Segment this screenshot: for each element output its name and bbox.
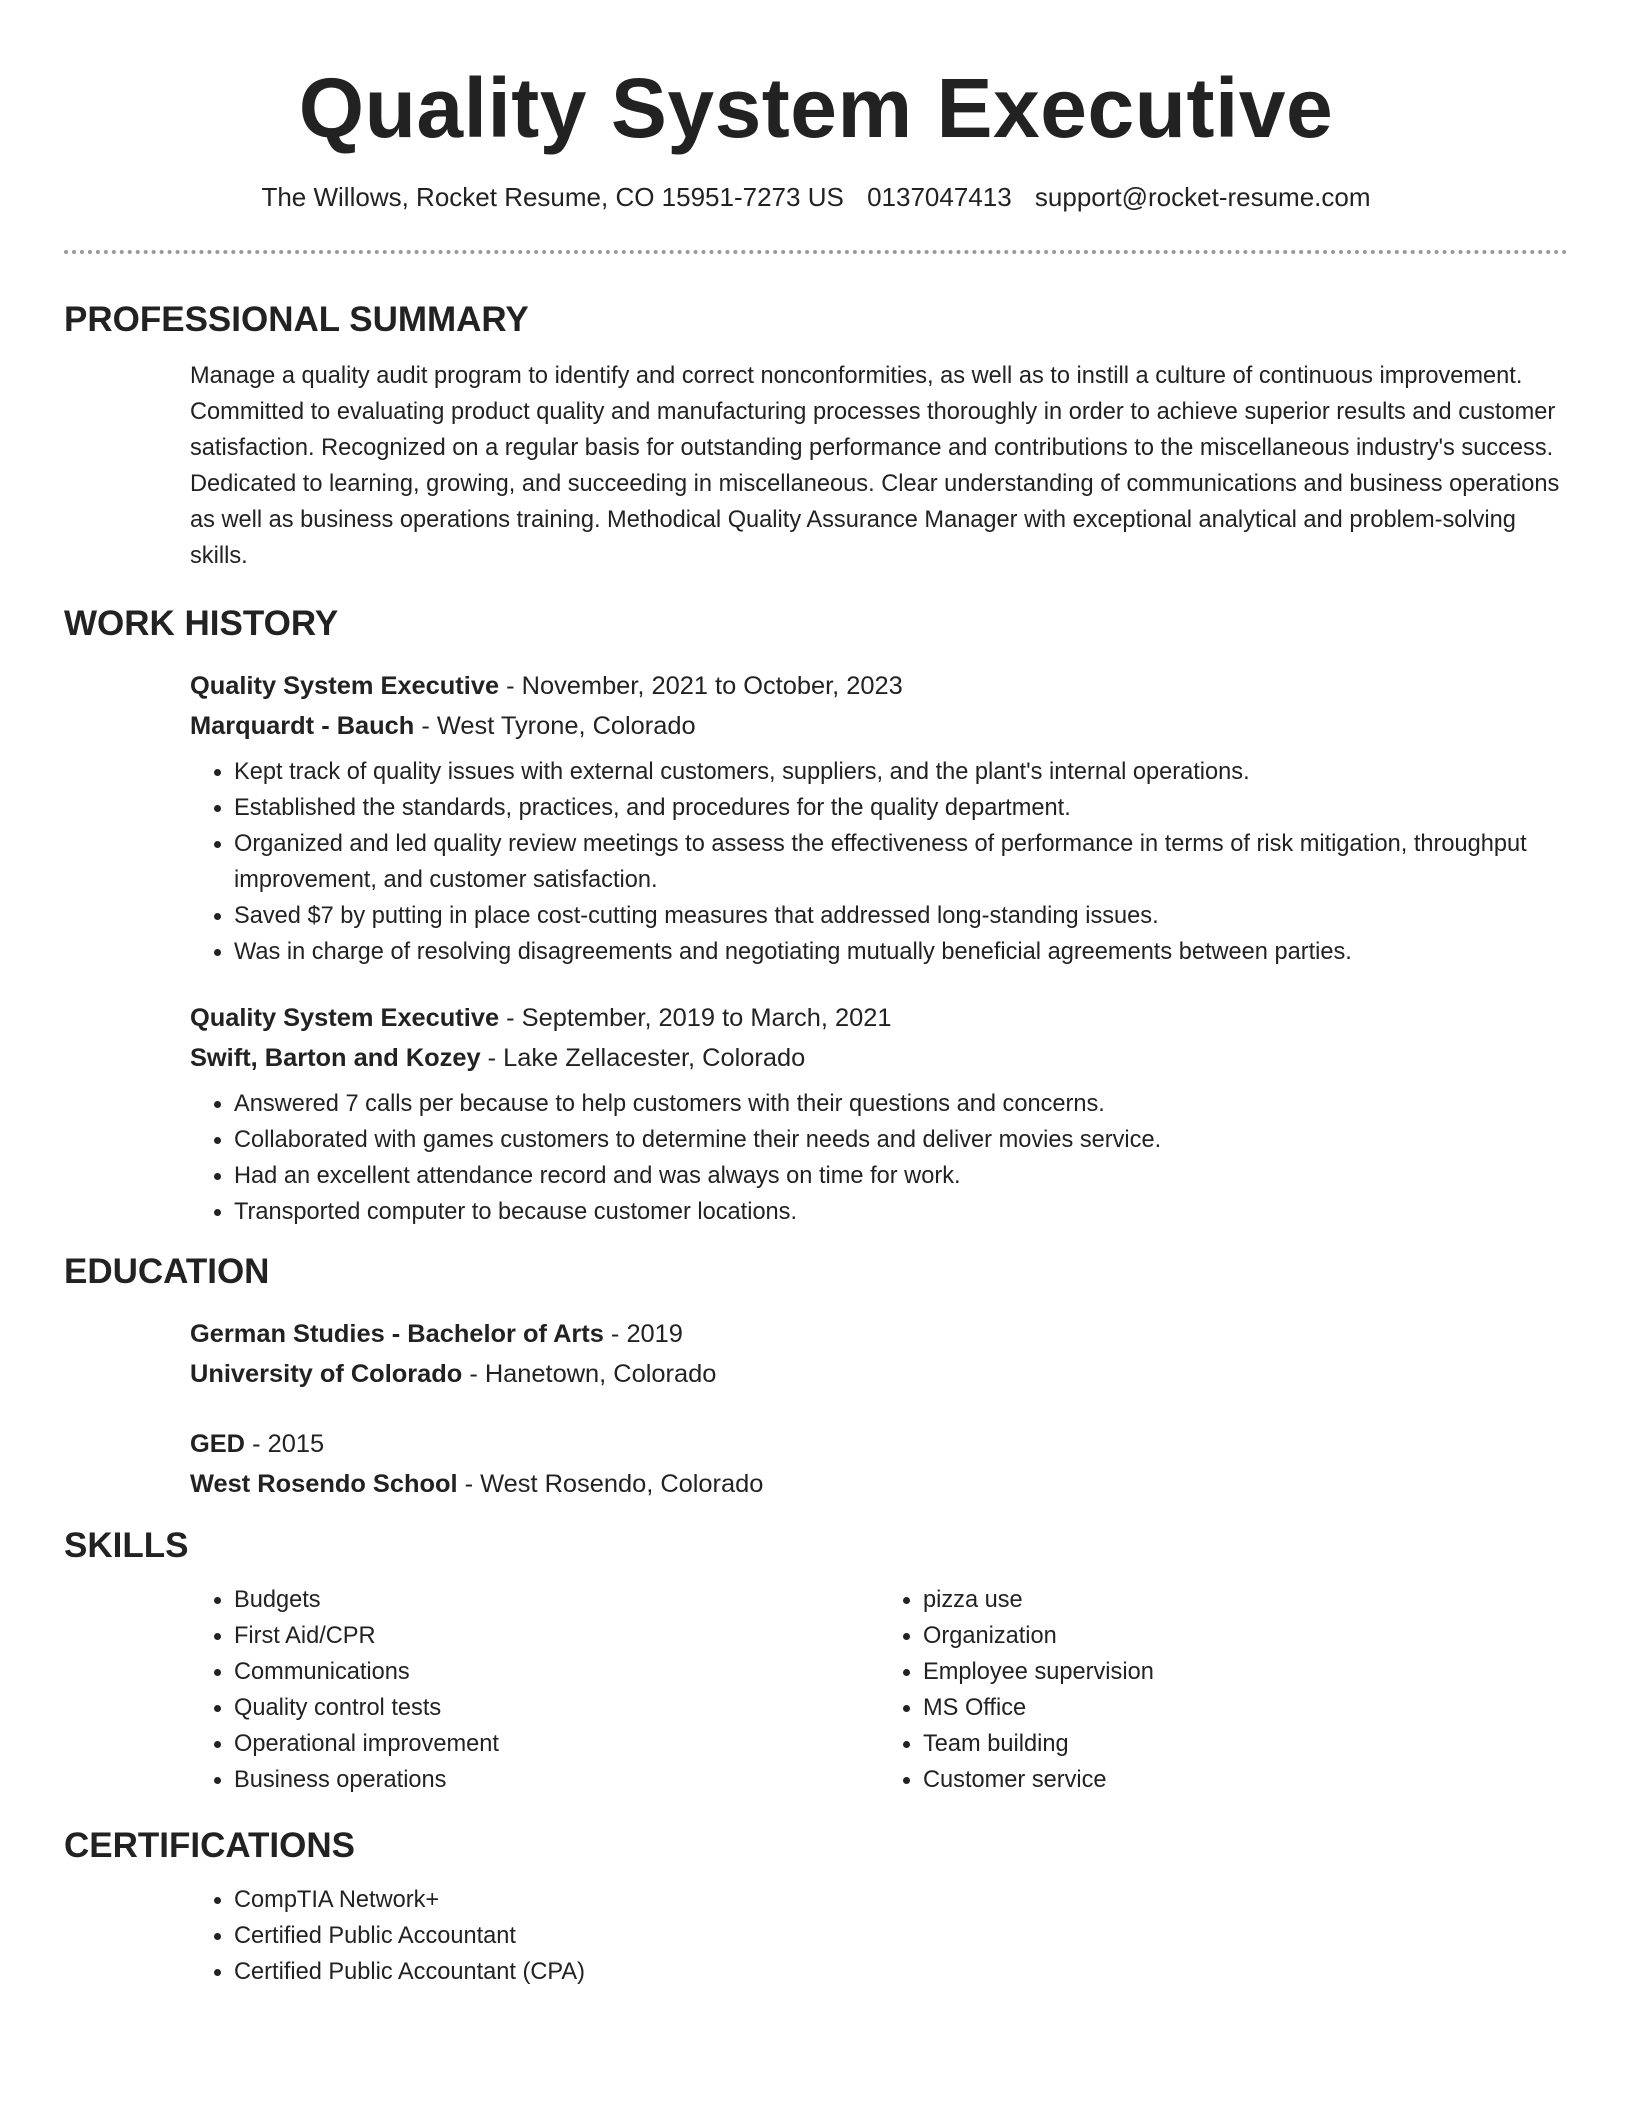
resume-content xyxy=(64,292,1568,1990)
education-school: West Rosendo School xyxy=(190,1470,458,1498)
job-company: Swift, Barton and Kozey xyxy=(190,1044,481,1072)
list-item: • Team building xyxy=(923,1726,1568,1762)
list-item: • Answered 7 calls per because to help customers with their questions and concerns. xyxy=(234,1086,1568,1122)
certifications-section xyxy=(64,1818,1568,1990)
skills-grid xyxy=(190,1582,1568,1798)
education-heading: EDUCATION xyxy=(64,1252,270,1291)
list-item: • Organized and led quality review meetings to assess the effectiveness of performance in terms of risk mitigation, throughput improvement, and customer satisfaction. xyxy=(234,826,1568,898)
job-bullets xyxy=(190,754,1568,970)
education-year: - 2015 xyxy=(245,1430,325,1458)
education-school-line xyxy=(190,1354,1568,1394)
job-company-line xyxy=(190,1038,1568,1078)
list-item: • Business operations xyxy=(234,1762,879,1798)
list-item: • MS Office xyxy=(923,1690,1568,1726)
list-item: • Communications xyxy=(234,1654,879,1690)
list-item: • Established the standards, practices, and procedures for the quality department. xyxy=(234,790,1568,826)
job-location: - Lake Zellacester, Colorado xyxy=(480,1044,806,1072)
work-heading: WORK HISTORY xyxy=(64,604,339,643)
job-title: Quality System Executive xyxy=(190,1004,500,1032)
summary-heading: PROFESSIONAL SUMMARY xyxy=(64,300,529,339)
list-item: • First Aid/CPR xyxy=(234,1618,879,1654)
skills-heading: SKILLS xyxy=(64,1526,189,1565)
summary-text: Manage a quality audit program to identify and correct nonconformities, as well as to instill a culture of continuous improvement. Committed to evaluating product quality and manufacturing processes thoroughly in order to achieve superior results and customer satisfaction. Recognized on a regular basis for outstanding performance and contributions to the miscellaneous industry's success. Dedicated to learning, growing, and succeeding in miscellaneous. Clear understanding of communications and business operations as well as business operations training. Methodical Quality Assurance Manager with exceptional analytical and problem-solving skills. xyxy=(190,363,1560,569)
list-item: • Customer service xyxy=(923,1762,1568,1798)
skills-list-left xyxy=(190,1582,879,1798)
education-location: - Hanetown, Colorado xyxy=(462,1360,717,1388)
job-title-line xyxy=(190,666,1568,706)
education-degree-line xyxy=(190,1424,1568,1464)
list-item: • Certified Public Accountant xyxy=(234,1918,1568,1954)
list-item: • Employee supervision xyxy=(923,1654,1568,1690)
list-item: • Organization xyxy=(923,1618,1568,1654)
education-entry xyxy=(190,1314,1568,1394)
education-school: University of Colorado xyxy=(190,1360,463,1388)
skills-section xyxy=(64,1518,1568,1798)
education-school-line xyxy=(190,1464,1568,1504)
list-item: • Budgets xyxy=(234,1582,879,1618)
list-item: • Operational improvement xyxy=(234,1726,879,1762)
job-entry xyxy=(190,666,1568,970)
contact-address: The Willows, Rocket Resume, CO 15951-7273 US xyxy=(261,182,844,212)
education-degree: GED xyxy=(190,1430,246,1458)
contact-phone: 0137047413 xyxy=(867,182,1012,212)
skills-list-right xyxy=(879,1582,1568,1798)
job-dates: - November, 2021 to October, 2023 xyxy=(499,672,903,700)
education-year: - 2019 xyxy=(603,1320,683,1348)
job-dates: - September, 2019 to March, 2021 xyxy=(499,1004,892,1032)
list-item: • CompTIA Network+ xyxy=(234,1882,1568,1918)
list-item: • Transported computer to because customer locations. xyxy=(234,1194,1568,1230)
list-item: • Kept track of quality issues with external customers, suppliers, and the plant's internal operations. xyxy=(234,754,1568,790)
list-item: • pizza use xyxy=(923,1582,1568,1618)
list-item: • Certified Public Accountant (CPA) xyxy=(234,1954,1568,1990)
header-divider xyxy=(64,250,1568,254)
job-company-line xyxy=(190,706,1568,746)
education-section xyxy=(64,1244,1568,1504)
summary-section xyxy=(64,292,1568,574)
education-entry xyxy=(190,1424,1568,1504)
list-item: • Quality control tests xyxy=(234,1690,879,1726)
contact-line xyxy=(0,180,1632,214)
education-location: - West Rosendo, Colorado xyxy=(457,1470,764,1498)
list-item: • Had an excellent attendance record and was always on time for work. xyxy=(234,1158,1568,1194)
job-bullets xyxy=(190,1086,1568,1230)
contact-email: support@rocket-resume.com xyxy=(1034,182,1371,212)
job-entry xyxy=(190,998,1568,1230)
resume-name: Quality System Executive xyxy=(298,61,1334,155)
list-item: • Collaborated with games customers to determine their needs and deliver movies service. xyxy=(234,1122,1568,1158)
certifications-heading: CERTIFICATIONS xyxy=(64,1826,356,1865)
list-item: • Saved $7 by putting in place cost-cutting measures that addressed long-standing issues. xyxy=(234,898,1568,934)
job-company: Marquardt - Bauch xyxy=(190,712,415,740)
work-section xyxy=(64,596,1568,1230)
job-title: Quality System Executive xyxy=(190,672,500,700)
certifications-list xyxy=(190,1882,1568,1990)
education-degree: German Studies - Bachelor of Arts xyxy=(190,1320,604,1348)
job-title-line xyxy=(190,998,1568,1038)
list-item: • Was in charge of resolving disagreements and negotiating mutually beneficial agreements between parties. xyxy=(234,934,1568,970)
job-location: - West Tyrone, Colorado xyxy=(414,712,696,740)
education-degree-line xyxy=(190,1314,1568,1354)
